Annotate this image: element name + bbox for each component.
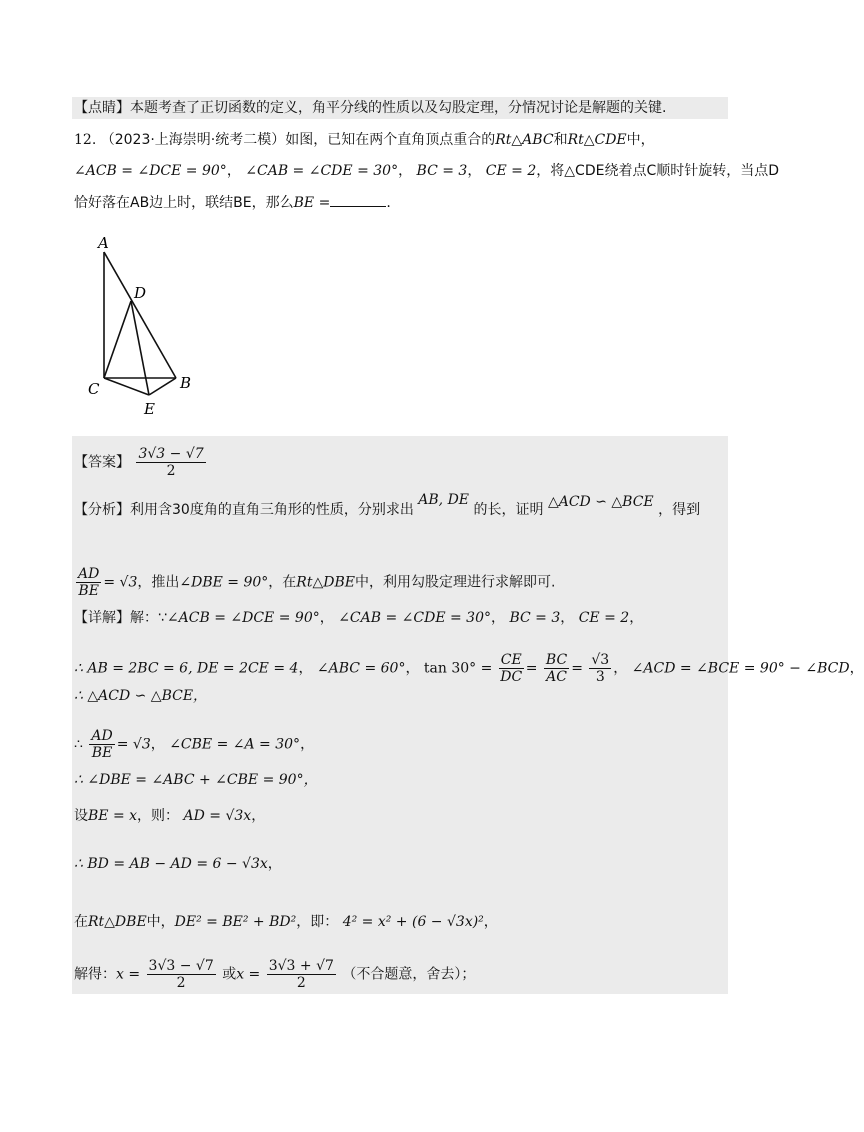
d-l4-b: ∠CBE = ∠A = 30°: [169, 736, 301, 753]
ad-be-fraction: $\frac{AD}{BE}$: [78, 566, 100, 599]
analysis-line-1: [74, 492, 701, 520]
d-l2-b: ∠ABC = 60°: [316, 660, 406, 677]
d-l8-pre: 在: [74, 914, 88, 930]
detail-line-8: 在Rt△DBE中，DE² = BE² + BD²，即： 4² = x² + (6 − √3x)²，: [74, 914, 498, 930]
detail-line-7: ∴ BD = AB − AD = 6 − √3x，: [74, 856, 282, 872]
ratio-value: = √3: [103, 574, 138, 591]
d-l1-d: CE = 2: [578, 610, 630, 626]
d-l4-pre: ∴: [74, 736, 83, 753]
d-l8-rt: Rt△DBE: [88, 914, 147, 930]
similar-triangles: △ACD ∽ △BCE: [547, 494, 654, 510]
in-text: 中，: [626, 132, 655, 148]
analysis-text-3: ，得到: [658, 502, 701, 518]
d-l7: ∴ BD = AB − AD = 6 − √3x: [74, 856, 268, 872]
d-l4-val: = √3: [116, 736, 151, 753]
label-d: D: [134, 284, 147, 302]
and-text: 和: [553, 132, 568, 148]
d-l8-mid: 中，: [146, 914, 175, 930]
detail-line-1: 【详解】解：∵∠ACB = ∠DCE = 90°， ∠CAB = ∠CDE = 30°， BC = 3， CE = 2，: [74, 610, 644, 626]
problem-source: （2023·上海崇明·统考二模）: [100, 132, 286, 148]
detail-line-4: ∴ $\frac{AD}{BE}$ = √3， ∠CBE = ∠A = 30°，: [74, 728, 315, 761]
d-l3: ∴ △ACD ∽ △BCE，: [74, 688, 208, 704]
problem-text-1: 如图，已知在两个直角顶点重合的: [285, 132, 496, 148]
detail-line-2: ∴ AB = 2BC = 6, DE = 2CE = 4， ∠ABC = 60°， tan 30° = $\frac{CE}{DC}$ = $\frac{BC}{AC}$ = $\frac{√3}{3}$ ， ∠ACD = ∠BCE = 90° − ∠BCD，: [74, 652, 864, 685]
cond-30-angles: ∠CAB = ∠CDE = 30°: [245, 163, 399, 179]
angle-dbe: ∠DBE = 90°: [179, 574, 269, 591]
ab-de: AB, DE: [418, 492, 470, 508]
d-l8-eq: DE² = BE² + BD²: [174, 914, 297, 930]
tip-label: 【点睛】: [74, 100, 130, 116]
answer-line: [74, 446, 208, 479]
segment-be: [149, 378, 176, 395]
rt-cde: Rt△CDE: [567, 132, 627, 148]
analysis-text-6: 中，利用勾股定理进行求解即可.: [354, 574, 556, 591]
d-l5: ∴ ∠DBE = ∠ABC + ∠CBE = 90°，: [74, 772, 318, 788]
tip-text: 本题考查了正切函数的定义，角平分线的性质以及勾股定理，分情况讨论是解题的关键.: [130, 100, 667, 116]
label-a: A: [98, 234, 109, 252]
geometry-figure: [82, 232, 212, 422]
detail-line-9: [74, 958, 475, 991]
d-l9-or: 或: [222, 966, 237, 983]
cond-bc: BC = 3: [416, 163, 468, 179]
rt-abc: Rt△ABC: [495, 132, 554, 148]
label-b: B: [180, 374, 192, 392]
detail-line-5: [74, 770, 318, 790]
d-l9-x2: x =: [236, 966, 261, 983]
segment-dc: [104, 301, 131, 378]
d-l1-a: ∠ACB = ∠DCE = 90°: [166, 610, 320, 626]
root2-fraction: $\frac{3√3 + √7}{2}$: [268, 958, 334, 991]
detail-jie: 解：∵: [130, 610, 167, 626]
analysis-text-5: ，在: [268, 574, 297, 591]
label-c: C: [88, 380, 100, 398]
d-l6-mid: ，则：: [137, 808, 180, 824]
rt-dbe: Rt△DBE: [296, 574, 355, 591]
cond-ce: CE = 2: [485, 163, 537, 179]
d-l6-b: AD = √3x: [183, 808, 252, 824]
answer-fraction: $\frac{3√3 - √7}{2}$: [138, 446, 204, 479]
analysis-text-2: 的长，证明: [473, 502, 544, 518]
answer-label: 【答案】: [74, 454, 130, 471]
ce-dc-fraction: $\frac{CE}{DC}$: [500, 652, 523, 685]
segment-ce: [104, 378, 149, 395]
tip-line: [74, 98, 666, 118]
answer-blank: [330, 192, 386, 207]
detail-label: 【详解】: [74, 610, 130, 626]
d-l9-x1: x =: [116, 966, 141, 983]
d-l8-ji: ，即：: [296, 914, 339, 930]
d-l9-note: （不合题意，舍去）；: [342, 966, 476, 983]
d-ad-be-fraction: $\frac{AD}{BE}$: [91, 728, 113, 761]
root1-fraction: $\frac{3√3 - √7}{2}$: [148, 958, 214, 991]
cond-right-angles: ∠ACB = ∠DCE = 90°: [74, 163, 227, 179]
d-l2-a: ∴ AB = 2BC = 6, DE = 2CE = 4: [74, 660, 299, 677]
d-l2-c: ∠ACD = ∠BCE = 90° − ∠BCD: [631, 660, 850, 677]
sqrt3-3-fraction: $\frac{√3}{3}$: [591, 652, 610, 685]
detail-line-3: [74, 686, 207, 706]
d-l8-eq2: 4² = x² + (6 − √3x)²: [342, 914, 484, 930]
analysis-text-1: 利用含30度角的直角三角形的性质，分别求出: [130, 502, 414, 518]
analysis-text-4: ，推出: [137, 574, 180, 591]
detail-line-6: 设BE = x，则： AD = √3x，: [74, 808, 266, 824]
rotate-text: 将△CDE绕着点C顺时针旋转，当点D: [550, 163, 780, 179]
d-l1-b: ∠CAB = ∠CDE = 30°: [338, 610, 491, 626]
d-l6-a: BE = x: [88, 808, 138, 824]
problem-line-3: 恰好落在AB边上时，联结BE，那么BE = .: [74, 192, 391, 213]
problem-number: 12.: [74, 132, 97, 148]
problem-text-3: 恰好落在AB边上时，联结BE，那么: [74, 195, 294, 211]
d-l6-pre: 设: [74, 808, 88, 824]
label-e: E: [144, 400, 155, 418]
analysis-line-2: [74, 566, 555, 599]
problem-line-1: [74, 130, 655, 150]
segment-ab: [104, 252, 176, 378]
d-l1-c: BC = 3: [509, 610, 561, 626]
bc-ac-fraction: $\frac{BC}{AC}$: [545, 652, 568, 685]
d-l9-pre: 解得：: [74, 966, 116, 983]
d-l2-tan: tan 30° =: [423, 660, 493, 677]
problem-line-2: ∠ACB = ∠DCE = 90°， ∠CAB = ∠CDE = 30°， BC = 3， CE = 2，将△CDE绕着点C顺时针旋转，当点D: [74, 163, 780, 179]
analysis-label: 【分析】: [74, 502, 130, 518]
be-eq: BE =: [293, 195, 331, 211]
